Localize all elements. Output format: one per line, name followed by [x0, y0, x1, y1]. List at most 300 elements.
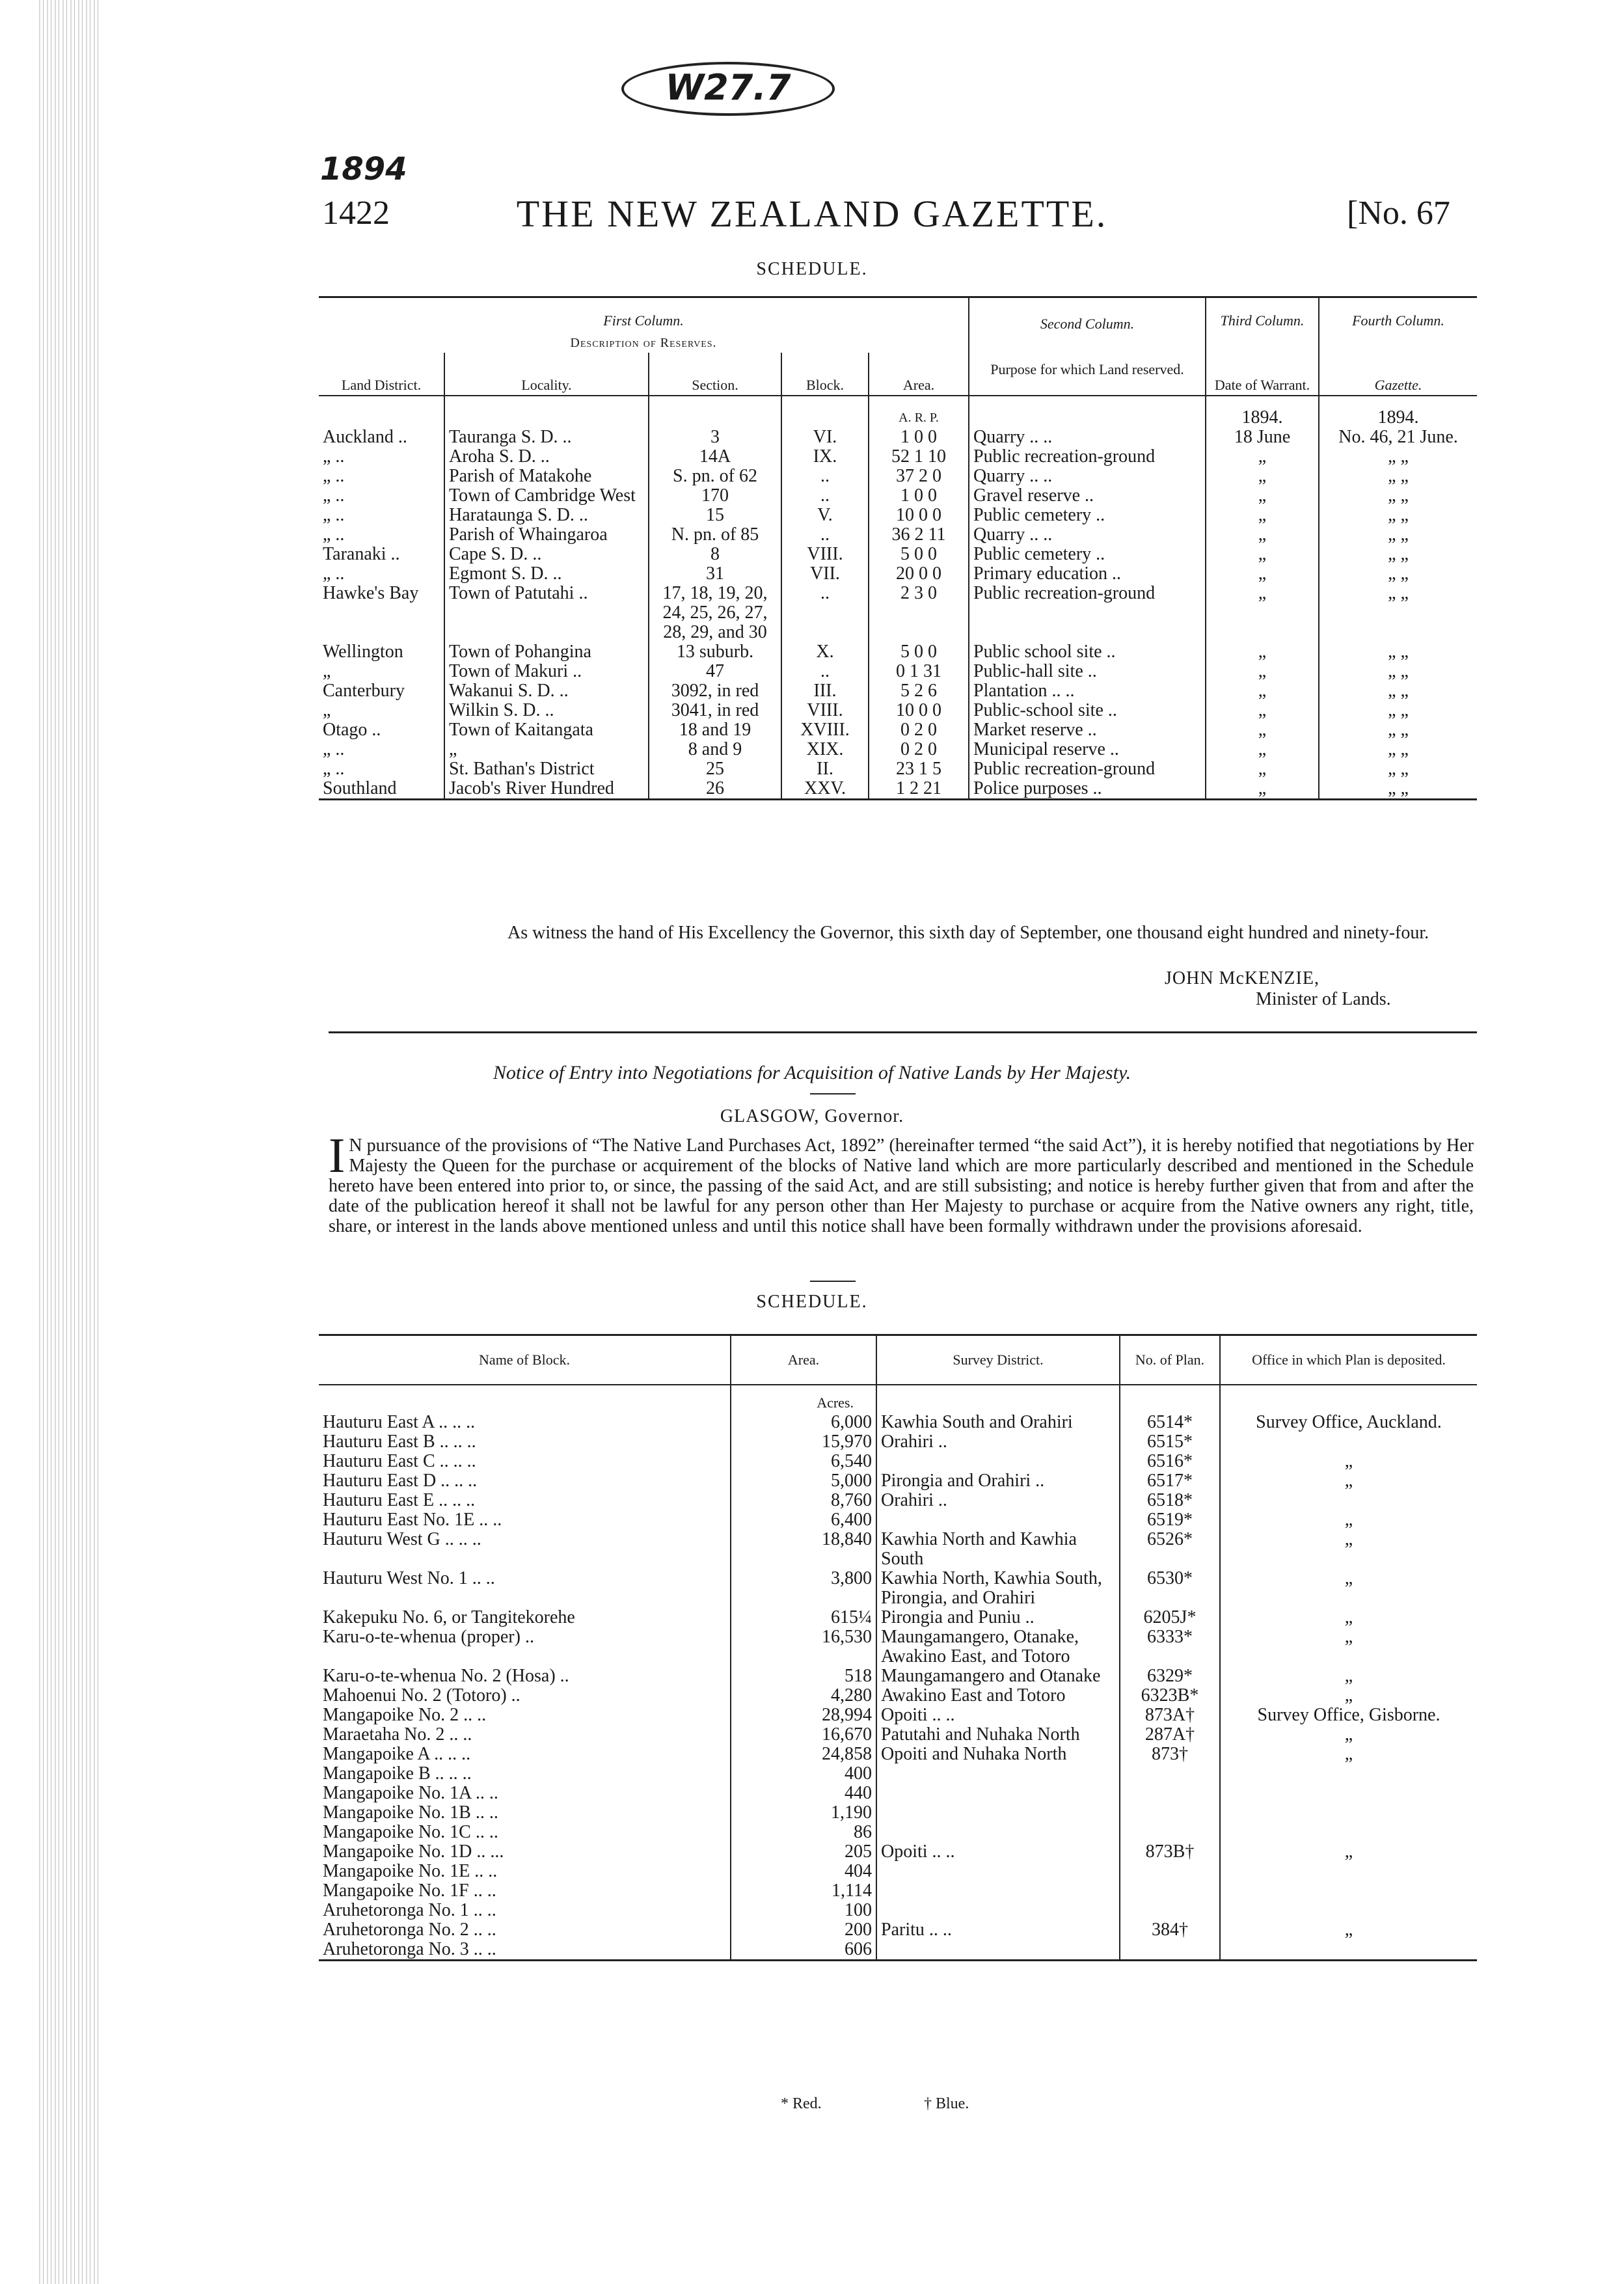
reserve-row — [319, 486, 1477, 506]
gazette-cell: „ „ — [1388, 485, 1409, 506]
reserve-row — [319, 428, 1477, 447]
block-area-cell: 16,670 — [731, 1725, 876, 1745]
survey-district-cell — [876, 1764, 1120, 1784]
block-area-cell: 200 — [731, 1920, 876, 1940]
gazette-cell: „ „ — [1388, 505, 1409, 525]
office-cell — [1220, 1784, 1477, 1803]
office-cell: „ — [1344, 1685, 1353, 1706]
warrant-date-cell: „ — [1206, 447, 1319, 467]
dropcap-letter: I — [329, 1128, 345, 1183]
plan-number-cell — [1120, 1862, 1220, 1881]
signatory-title: Minister of Lands. — [1256, 989, 1391, 1009]
purpose-cell: Quarry .. .. — [969, 525, 1206, 545]
reserve-row — [319, 681, 1477, 701]
survey-district-cell: Orahiri .. — [876, 1432, 1120, 1452]
office-cell — [1220, 1823, 1477, 1842]
block-area-cell: 5,000 — [731, 1471, 876, 1491]
area-cell: 5 0 0 — [869, 545, 969, 564]
office-cell: „ — [1344, 1509, 1353, 1530]
first-column-sublabel: Description of Reserves. — [570, 336, 717, 350]
survey-district-cell: Maungamangero, Otanake, Awakino East, and Totoro — [876, 1627, 1120, 1666]
gazette-cell: „ „ — [1388, 446, 1409, 467]
purpose-cell: Quarry .. .. — [969, 428, 1206, 447]
reserves-table — [319, 296, 1477, 800]
plan-number-cell: 873† — [1120, 1745, 1220, 1764]
locality-cell: Wilkin S. D. .. — [444, 701, 649, 720]
purpose-cell: Plantation .. .. — [969, 681, 1206, 701]
block-name-cell: Hauturu West No. 1 .. .. — [319, 1569, 731, 1608]
witness-statement: As witness the hand of His Excellency the Governor, this sixth day of September, one thousand eight hundred and ninety-four. — [508, 923, 1429, 943]
first-column-label: First Column. — [603, 312, 684, 329]
plan-number-cell — [1120, 1803, 1220, 1823]
area-cell: 1 0 0 — [869, 428, 969, 447]
acres-unit: Acres. — [731, 1385, 876, 1413]
land-district-cell: „ .. — [319, 759, 444, 779]
block-cell: XXV. — [781, 779, 869, 800]
block-area-cell: 518 — [731, 1666, 876, 1686]
locality-cell: Jacob's River Hundred — [444, 779, 649, 800]
gazette-cell: „ „ — [1388, 720, 1409, 740]
survey-district-cell — [876, 1510, 1120, 1530]
office-cell: „ — [1344, 1724, 1353, 1745]
block-cell: IX. — [781, 447, 869, 467]
plan-number-cell: 873A† — [1120, 1706, 1220, 1725]
reserve-row — [319, 506, 1477, 525]
block-name-cell: Mangapoike No. 1C .. .. — [319, 1823, 731, 1842]
block-area-cell: 6,540 — [731, 1452, 876, 1471]
locality-cell: Wakanui S. D. .. — [444, 681, 649, 701]
land-district-cell: Hawke's Bay — [319, 584, 444, 642]
office-cell: „ — [1344, 1841, 1353, 1862]
gazette-cell: „ „ — [1388, 661, 1409, 681]
col-date-of-warrant: Date of Warrant. — [1206, 353, 1319, 396]
block-cell: .. — [781, 486, 869, 506]
warrant-date-cell: „ — [1206, 467, 1319, 486]
reserve-row — [319, 779, 1477, 800]
plan-number-cell — [1120, 1901, 1220, 1920]
plan-number-cell: 6518* — [1120, 1491, 1220, 1510]
purpose-cell: Public recreation-ground — [969, 447, 1206, 467]
land-district-cell: „ .. — [319, 447, 444, 467]
section-cell: 3 — [649, 428, 781, 447]
office-cell — [1220, 1862, 1477, 1881]
warrant-date-cell: „ — [1206, 759, 1319, 779]
survey-district-cell: Patutahi and Nuhaka North — [876, 1725, 1120, 1745]
purpose-cell: Quarry .. .. — [969, 467, 1206, 486]
block-name-cell: Hauturu West G .. .. .. — [319, 1530, 731, 1569]
locality-cell: Town of Kaitangata — [444, 720, 649, 740]
office-cell — [1220, 1940, 1477, 1961]
locality-cell: Aroha S. D. .. — [444, 447, 649, 467]
section-cell: S. pn. of 62 — [649, 467, 781, 486]
gazette-cell: „ „ — [1388, 583, 1409, 603]
second-column-label: Second Column. — [1040, 315, 1135, 332]
col-name-of-block: Name of Block. — [319, 1335, 731, 1385]
section-cell: 26 — [649, 779, 781, 800]
section-cell: 8 — [649, 545, 781, 564]
block-row — [319, 1920, 1477, 1940]
survey-district-cell: Awakino East and Totoro — [876, 1686, 1120, 1706]
warrant-date-cell: „ — [1206, 642, 1319, 662]
reserve-row — [319, 701, 1477, 720]
survey-district-cell: Kawhia South and Orahiri — [876, 1413, 1120, 1432]
plan-number-cell: 6329* — [1120, 1666, 1220, 1686]
section-cell: 3041, in red — [649, 701, 781, 720]
block-area-cell: 205 — [731, 1842, 876, 1862]
reserve-row — [319, 447, 1477, 467]
block-row — [319, 1784, 1477, 1803]
block-row — [319, 1940, 1477, 1961]
survey-district-cell: Orahiri .. — [876, 1491, 1120, 1510]
gazette-cell: „ „ — [1388, 466, 1409, 486]
office-cell: „ — [1344, 1919, 1353, 1940]
block-row — [319, 1725, 1477, 1745]
block-name-cell: Mangapoike B .. .. .. — [319, 1764, 731, 1784]
purpose-cell: Public-hall site .. — [969, 662, 1206, 681]
col-locality: Locality. — [444, 353, 649, 396]
block-cell: XVIII. — [781, 720, 869, 740]
reserve-row — [319, 759, 1477, 779]
block-row — [319, 1881, 1477, 1901]
office-cell — [1220, 1803, 1477, 1823]
purpose-cell: Public recreation-ground — [969, 759, 1206, 779]
block-name-cell: Hauturu East No. 1E .. .. — [319, 1510, 731, 1530]
page-binding-edge — [39, 0, 101, 2284]
purpose-cell: Market reserve .. — [969, 720, 1206, 740]
block-name-cell: Aruhetoronga No. 1 .. .. — [319, 1901, 731, 1920]
land-district-cell: „ .. — [319, 486, 444, 506]
gazette-year: 1894. — [1377, 407, 1419, 428]
footnote-red: * Red. — [781, 2095, 822, 2112]
section-divider — [329, 1031, 1477, 1033]
block-cell: .. — [781, 662, 869, 681]
reserve-row — [319, 564, 1477, 584]
purpose-cell: Public recreation-ground — [969, 584, 1206, 642]
block-name-cell: Kakepuku No. 6, or Tangitekorehe — [319, 1608, 731, 1627]
warrant-date-cell: „ — [1206, 545, 1319, 564]
purpose-cell: Public-school site .. — [969, 701, 1206, 720]
warrant-date-cell: „ — [1206, 584, 1319, 642]
short-rule-2 — [810, 1281, 856, 1282]
block-area-cell: 1,190 — [731, 1803, 876, 1823]
block-area-cell: 440 — [731, 1784, 876, 1803]
land-district-cell: „ — [319, 662, 444, 681]
block-name-cell: Hauturu East C .. .. .. — [319, 1452, 731, 1471]
plan-number-cell: 287A† — [1120, 1725, 1220, 1745]
block-area-cell: 15,970 — [731, 1432, 876, 1452]
section-cell: 13 suburb. — [649, 642, 781, 662]
col-plan-number: No. of Plan. — [1120, 1335, 1220, 1385]
plan-number-cell — [1120, 1823, 1220, 1842]
gazette-cell: „ „ — [1388, 524, 1409, 545]
block-area-cell: 400 — [731, 1764, 876, 1784]
plan-number-cell: 6517* — [1120, 1471, 1220, 1491]
plan-number-cell: 6515* — [1120, 1432, 1220, 1452]
first-column-group — [319, 297, 969, 353]
office-cell: „ — [1344, 1607, 1353, 1627]
block-row — [319, 1686, 1477, 1706]
block-name-cell: Mahoenui No. 2 (Totoro) .. — [319, 1686, 731, 1706]
area-cell: 52 1 10 — [869, 447, 969, 467]
land-district-cell: „ .. — [319, 525, 444, 545]
survey-district-cell — [876, 1803, 1120, 1823]
block-cell: .. — [781, 525, 869, 545]
plan-number-cell: 384† — [1120, 1920, 1220, 1940]
block-cell: XIX. — [781, 740, 869, 759]
locality-cell: St. Bathan's District — [444, 759, 649, 779]
gazette-cell: „ „ — [1388, 778, 1409, 798]
office-cell: „ — [1344, 1450, 1353, 1471]
warrant-date-cell: „ — [1206, 681, 1319, 701]
block-name-cell: Hauturu East B .. .. .. — [319, 1432, 731, 1452]
block-area-cell: 16,530 — [731, 1627, 876, 1666]
block-row — [319, 1491, 1477, 1510]
notice-body — [329, 1128, 1474, 1236]
block-row — [319, 1862, 1477, 1881]
col-land-district: Land District. — [319, 353, 444, 396]
block-name-cell: Aruhetoronga No. 2 .. .. — [319, 1920, 731, 1940]
area-cell: 1 0 0 — [869, 486, 969, 506]
plan-number-cell: 6333* — [1120, 1627, 1220, 1666]
block-cell: VI. — [781, 428, 869, 447]
area-cell: 10 0 0 — [869, 701, 969, 720]
survey-district-cell: Opoiti .. .. — [876, 1706, 1120, 1725]
block-name-cell: Mangapoike No. 1B .. .. — [319, 1803, 731, 1823]
purpose-cell: Public cemetery .. — [969, 545, 1206, 564]
locality-cell: Harataunga S. D. .. — [444, 506, 649, 525]
plan-number-cell: 6323B* — [1120, 1686, 1220, 1706]
office-cell: „ — [1344, 1529, 1353, 1549]
col-gazette: Gazette. — [1319, 353, 1477, 396]
block-row — [319, 1842, 1477, 1862]
gazette-cell: „ „ — [1388, 642, 1409, 662]
warrant-date-cell: „ — [1206, 564, 1319, 584]
block-area-cell: 3,800 — [731, 1569, 876, 1608]
handwritten-year: 1894 — [320, 151, 407, 187]
plan-number-cell: 6516* — [1120, 1452, 1220, 1471]
block-cell: V. — [781, 506, 869, 525]
schedule-2-title: SCHEDULE. — [756, 1292, 868, 1312]
block-area-cell: 1,114 — [731, 1881, 876, 1901]
warrant-date-cell: „ — [1206, 525, 1319, 545]
office-cell: Survey Office, Gisborne. — [1257, 1704, 1441, 1725]
block-name-cell: Mangapoike A .. .. .. — [319, 1745, 731, 1764]
governor-signature: GLASGOW, Governor. — [720, 1106, 904, 1126]
land-district-cell: „ .. — [319, 506, 444, 525]
reserve-row — [319, 467, 1477, 486]
block-row — [319, 1764, 1477, 1784]
reserve-row — [319, 545, 1477, 564]
reserve-row — [319, 662, 1477, 681]
land-district-cell: Wellington — [319, 642, 444, 662]
area-cell: 20 0 0 — [869, 564, 969, 584]
block-area-cell: 100 — [731, 1901, 876, 1920]
block-row — [319, 1452, 1477, 1471]
section-cell: 14A — [649, 447, 781, 467]
plan-number-cell: 6530* — [1120, 1569, 1220, 1608]
native-lands-table — [319, 1334, 1477, 1961]
section-cell: 170 — [649, 486, 781, 506]
reserve-row — [319, 584, 1477, 642]
block-area-cell: 24,858 — [731, 1745, 876, 1764]
survey-district-cell — [876, 1784, 1120, 1803]
land-district-cell: Southland — [319, 779, 444, 800]
land-district-cell: Canterbury — [319, 681, 444, 701]
block-name-cell: Hauturu East E .. .. .. — [319, 1491, 731, 1510]
land-district-cell: „ .. — [319, 564, 444, 584]
section-cell: 47 — [649, 662, 781, 681]
second-column-group — [969, 297, 1206, 396]
locality-cell: Town of Makuri .. — [444, 662, 649, 681]
survey-district-cell: Maungamangero and Otanake — [876, 1666, 1120, 1686]
block-area-cell: 4,280 — [731, 1686, 876, 1706]
plan-number-cell: 873B† — [1120, 1842, 1220, 1862]
col-office: Office in which Plan is deposited. — [1220, 1335, 1477, 1385]
office-cell — [1220, 1432, 1477, 1452]
block-cell: VII. — [781, 564, 869, 584]
area-cell: 0 2 0 — [869, 740, 969, 759]
area-cell: 5 2 6 — [869, 681, 969, 701]
col-purpose: Purpose for which Land reserved. — [990, 360, 1184, 377]
gazette-cell: „ „ — [1388, 739, 1409, 759]
survey-district-cell: Kawhia North, Kawhia South, Pirongia, and Orahiri — [876, 1569, 1120, 1608]
reserve-row — [319, 525, 1477, 545]
handwritten-stamp: W27.7 — [621, 62, 835, 116]
reserve-row — [319, 740, 1477, 759]
plan-number-cell: 6514* — [1120, 1413, 1220, 1432]
section-cell: 18 and 19 — [649, 720, 781, 740]
purpose-cell: Gravel reserve .. — [969, 486, 1206, 506]
warrant-date-cell: „ — [1206, 720, 1319, 740]
purpose-cell: Municipal reserve .. — [969, 740, 1206, 759]
block-row — [319, 1471, 1477, 1491]
block-row — [319, 1510, 1477, 1530]
office-cell — [1220, 1491, 1477, 1510]
locality-cell: Town of Patutahi .. — [444, 584, 649, 642]
locality-cell: Parish of Whaingaroa — [444, 525, 649, 545]
third-column-label: Third Column. — [1206, 297, 1319, 353]
purpose-cell: Primary education .. — [969, 564, 1206, 584]
office-cell — [1220, 1764, 1477, 1784]
section-cell: 25 — [649, 759, 781, 779]
survey-district-cell: Kawhia North and Kawhia South — [876, 1530, 1120, 1569]
block-row — [319, 1745, 1477, 1764]
office-cell: „ — [1344, 1743, 1353, 1764]
warrant-date-cell: „ — [1206, 486, 1319, 506]
purpose-cell: Public cemetery .. — [969, 506, 1206, 525]
block-row — [319, 1901, 1477, 1920]
plan-number-cell — [1120, 1784, 1220, 1803]
survey-district-cell — [876, 1452, 1120, 1471]
block-name-cell: Mangapoike No. 1E .. .. — [319, 1862, 731, 1881]
block-area-cell: 404 — [731, 1862, 876, 1881]
block-row — [319, 1608, 1477, 1627]
col-area: Area. — [869, 353, 969, 396]
block-area-cell: 8,760 — [731, 1491, 876, 1510]
block-name-cell: Hauturu East A .. .. .. — [319, 1413, 731, 1432]
survey-district-cell: Pirongia and Orahiri .. — [876, 1471, 1120, 1491]
plan-number-cell — [1120, 1764, 1220, 1784]
gazette-cell: „ „ — [1388, 759, 1409, 779]
block-cell: .. — [781, 467, 869, 486]
block-name-cell: Mangapoike No. 2 .. .. — [319, 1706, 731, 1725]
plan-number-cell: 6205J* — [1120, 1608, 1220, 1627]
col-block: Block. — [781, 353, 869, 396]
reserve-row — [319, 642, 1477, 662]
page-number: 1422 — [322, 195, 390, 232]
survey-district-cell: Paritu .. .. — [876, 1920, 1120, 1940]
office-cell — [1220, 1881, 1477, 1901]
locality-cell: Town of Pohangina — [444, 642, 649, 662]
area-cell: 0 1 31 — [869, 662, 969, 681]
locality-cell: Town of Cambridge West — [444, 486, 649, 506]
section-cell: 17, 18, 19, 20, 24, 25, 26, 27, 28, 29, and 30 — [649, 584, 781, 642]
land-district-cell: Otago .. — [319, 720, 444, 740]
warrant-year: 1894. — [1206, 396, 1319, 428]
gazette-cell: No. 46, 21 June. — [1338, 427, 1458, 447]
survey-district-cell — [876, 1881, 1120, 1901]
schedule-1-title: SCHEDULE. — [756, 259, 868, 279]
plan-number-cell — [1120, 1940, 1220, 1961]
block-name-cell: Karu-o-te-whenua (proper) .. — [319, 1627, 731, 1666]
office-cell: Survey Office, Auckland. — [1256, 1411, 1442, 1432]
land-district-cell: „ — [319, 701, 444, 720]
section-cell: 15 — [649, 506, 781, 525]
warrant-date-cell: „ — [1206, 506, 1319, 525]
locality-cell: Parish of Matakohe — [444, 467, 649, 486]
plan-number-cell: 6519* — [1120, 1510, 1220, 1530]
section-cell: 8 and 9 — [649, 740, 781, 759]
block-name-cell: Mangapoike No. 1D .. ... — [319, 1842, 731, 1862]
gazette-cell: „ „ — [1388, 681, 1409, 701]
block-row — [319, 1530, 1477, 1569]
land-district-cell: „ .. — [319, 740, 444, 759]
block-cell: II. — [781, 759, 869, 779]
col-survey-district: Survey District. — [876, 1335, 1120, 1385]
area-cell: 23 1 5 — [869, 759, 969, 779]
area-cell: 1 2 21 — [869, 779, 969, 800]
warrant-date-cell: „ — [1206, 740, 1319, 759]
office-cell: „ — [1344, 1470, 1353, 1491]
office-cell: „ — [1344, 1626, 1353, 1647]
gazette-cell: „ „ — [1388, 544, 1409, 564]
survey-district-cell — [876, 1862, 1120, 1881]
block-area-cell: 28,994 — [731, 1706, 876, 1725]
block-cell: III. — [781, 681, 869, 701]
survey-district-cell — [876, 1940, 1120, 1961]
warrant-date-cell: 18 June — [1206, 428, 1319, 447]
block-row — [319, 1803, 1477, 1823]
block-area-cell: 18,840 — [731, 1530, 876, 1569]
block-name-cell: Maraetaha No. 2 .. .. — [319, 1725, 731, 1745]
footnote-blue: † Blue. — [924, 2095, 969, 2112]
block-area-cell: 6,400 — [731, 1510, 876, 1530]
locality-cell: Egmont S. D. .. — [444, 564, 649, 584]
land-district-cell: Taranaki .. — [319, 545, 444, 564]
section-cell: N. pn. of 85 — [649, 525, 781, 545]
warrant-date-cell: „ — [1206, 701, 1319, 720]
survey-district-cell — [876, 1901, 1120, 1920]
block-cell: VIII. — [781, 545, 869, 564]
block-name-cell: Hauturu East D .. .. .. — [319, 1471, 731, 1491]
area-cell: 5 0 0 — [869, 642, 969, 662]
block-cell: .. — [781, 584, 869, 642]
block-area-cell: 6,000 — [731, 1413, 876, 1432]
section-cell: 3092, in red — [649, 681, 781, 701]
locality-cell: „ — [444, 740, 649, 759]
col-section: Section. — [649, 353, 781, 396]
locality-cell: Cape S. D. .. — [444, 545, 649, 564]
